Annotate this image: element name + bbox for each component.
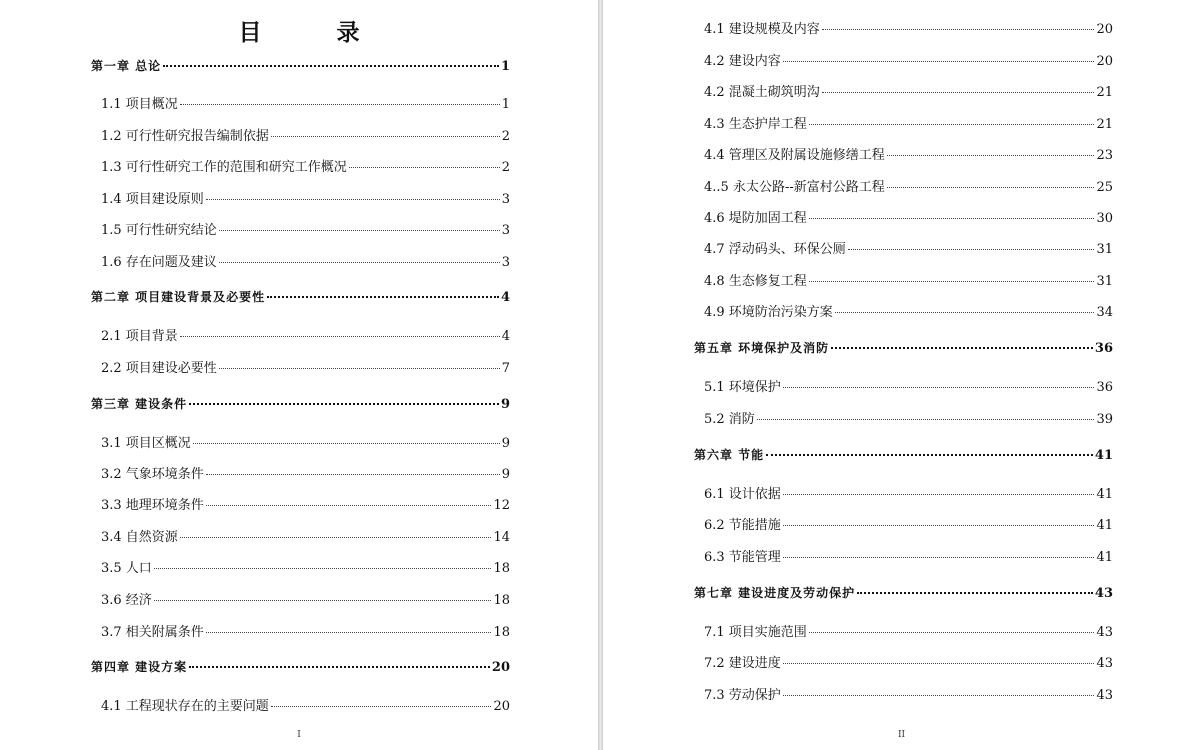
dot-leader bbox=[163, 64, 499, 67]
toc-entry-label: 第一章 总论 bbox=[91, 59, 162, 73]
toc-entry-label: 4.2 建设内容 bbox=[704, 54, 781, 69]
dot-leader bbox=[206, 473, 500, 475]
toc-section-entry[interactable] bbox=[704, 270, 1113, 290]
toc-entry-page: 20 bbox=[1096, 22, 1113, 37]
toc-section-entry[interactable] bbox=[704, 238, 1113, 258]
toc-entry-page: 1 bbox=[501, 97, 510, 112]
toc-section-entry[interactable] bbox=[101, 357, 510, 377]
toc-entry-page: 21 bbox=[1096, 117, 1113, 132]
toc-entry-label: 6.1 设计依据 bbox=[704, 487, 781, 502]
toc-entry-label: 4..5 永太公路--新富村公路工程 bbox=[704, 180, 885, 195]
toc-entry-label: 3.2 气象环境条件 bbox=[101, 467, 204, 482]
toc-section-entry[interactable] bbox=[704, 207, 1113, 227]
dot-leader bbox=[783, 694, 1095, 696]
dot-leader bbox=[822, 28, 1095, 30]
toc-chapter-entry[interactable] bbox=[694, 339, 1113, 359]
toc-section-entry[interactable] bbox=[101, 219, 510, 239]
toc-entry-page: 31 bbox=[1096, 242, 1113, 257]
dot-leader bbox=[271, 705, 492, 707]
toc-section-entry[interactable] bbox=[704, 113, 1113, 133]
toc-entry-label: 4.4 管理区及附属设施修缮工程 bbox=[704, 148, 885, 163]
toc-section-entry[interactable] bbox=[101, 463, 510, 483]
toc-entry-label: 6.2 节能措施 bbox=[704, 518, 781, 533]
toc-entry-page: 43 bbox=[1094, 586, 1113, 601]
dot-leader bbox=[783, 556, 1095, 558]
toc-entry-label: 1.6 存在问题及建议 bbox=[101, 255, 217, 270]
dot-leader bbox=[809, 280, 1095, 282]
dot-leader bbox=[783, 60, 1095, 62]
dot-leader bbox=[835, 311, 1095, 313]
toc-entry-page: 4 bbox=[500, 290, 510, 305]
toc-title: 目 录 bbox=[238, 19, 386, 46]
toc-entry-label: 4.1 建设规模及内容 bbox=[704, 22, 820, 37]
toc-chapter-entry[interactable] bbox=[91, 57, 510, 77]
dot-leader bbox=[180, 536, 492, 538]
toc-chapter-entry[interactable] bbox=[91, 395, 510, 415]
dot-leader bbox=[783, 662, 1095, 664]
toc-section-entry[interactable] bbox=[101, 125, 510, 145]
toc-entry-page: 43 bbox=[1096, 625, 1113, 640]
toc-entry-label: 1.5 可行性研究结论 bbox=[101, 223, 217, 238]
toc-entry-label: 4.8 生态修复工程 bbox=[704, 274, 807, 289]
dot-leader bbox=[206, 504, 492, 506]
toc-entry-label: 6.3 节能管理 bbox=[704, 550, 781, 565]
dot-leader bbox=[857, 591, 1093, 594]
toc-entry-page: 41 bbox=[1096, 487, 1113, 502]
toc-section-entry[interactable] bbox=[101, 557, 510, 577]
dot-leader bbox=[271, 135, 500, 137]
toc-entry-page: 25 bbox=[1096, 180, 1113, 195]
toc-entry-label: 1.1 项目概况 bbox=[101, 97, 178, 112]
left-page-number: I bbox=[297, 730, 301, 740]
toc-section-entry[interactable] bbox=[704, 514, 1113, 534]
toc-section-entry[interactable] bbox=[101, 188, 510, 208]
toc-entry-page: 9 bbox=[501, 467, 510, 482]
dot-leader bbox=[206, 631, 492, 633]
toc-entry-label: 4.9 环境防治污染方案 bbox=[704, 305, 833, 320]
toc-section-entry[interactable] bbox=[101, 432, 510, 452]
toc-entry-page: 20 bbox=[1096, 54, 1113, 69]
toc-entry-page: 4 bbox=[501, 329, 510, 344]
toc-chapter-entry[interactable] bbox=[694, 446, 1113, 466]
toc-entry-page: 43 bbox=[1096, 688, 1113, 703]
toc-entry-label: 5.2 消防 bbox=[704, 412, 755, 427]
toc-entry-label: 2.2 项目建设必要性 bbox=[101, 361, 217, 376]
toc-entry-page: 9 bbox=[500, 397, 510, 412]
toc-entry-page: 36 bbox=[1096, 380, 1113, 395]
toc-entry-label: 7.3 劳动保护 bbox=[704, 688, 781, 703]
toc-entry-page: 20 bbox=[491, 660, 510, 675]
right-page-number: II bbox=[897, 730, 906, 740]
toc-entry-label: 3.5 人口 bbox=[101, 561, 152, 576]
toc-entry-page: 3 bbox=[501, 223, 510, 238]
toc-section-entry[interactable] bbox=[101, 695, 510, 715]
dot-leader bbox=[783, 524, 1095, 526]
toc-entry-label: 1.3 可行性研究工作的范围和研究工作概况 bbox=[101, 160, 347, 175]
toc-section-entry[interactable] bbox=[704, 652, 1113, 672]
dot-leader bbox=[219, 261, 500, 263]
dot-leader bbox=[154, 567, 492, 569]
toc-entry-page: 3 bbox=[501, 192, 510, 207]
toc-chapter-entry[interactable] bbox=[694, 584, 1113, 604]
dot-leader bbox=[206, 198, 500, 200]
toc-section-entry[interactable] bbox=[101, 93, 510, 113]
toc-section-entry[interactable] bbox=[704, 684, 1113, 704]
toc-entry-label: 3.7 相关附属条件 bbox=[101, 625, 204, 640]
toc-entry-page: 30 bbox=[1096, 211, 1113, 226]
dot-leader bbox=[831, 346, 1093, 349]
toc-entry-page: 20 bbox=[493, 699, 510, 714]
toc-entry-label: 3.1 项目区概况 bbox=[101, 436, 191, 451]
toc-section-entry[interactable] bbox=[101, 325, 510, 345]
toc-entry-page: 41 bbox=[1094, 448, 1113, 463]
toc-section-entry[interactable] bbox=[704, 81, 1113, 101]
toc-entry-page: 36 bbox=[1094, 341, 1113, 356]
dot-leader bbox=[349, 166, 500, 168]
toc-entry-page: 2 bbox=[501, 129, 510, 144]
toc-section-entry[interactable] bbox=[704, 176, 1113, 196]
toc-entry-page: 1 bbox=[500, 59, 510, 74]
toc-section-entry[interactable] bbox=[704, 376, 1113, 396]
dot-leader bbox=[180, 103, 500, 105]
toc-entry-label: 4.1 工程现状存在的主要问题 bbox=[101, 699, 269, 714]
toc-entry-label: 第五章 环境保护及消防 bbox=[694, 341, 830, 355]
toc-chapter-entry[interactable] bbox=[91, 288, 510, 308]
toc-section-entry[interactable] bbox=[704, 50, 1113, 70]
toc-entry-page: 34 bbox=[1096, 305, 1113, 320]
dot-leader bbox=[757, 418, 1095, 420]
toc-section-entry[interactable] bbox=[101, 251, 510, 271]
dot-leader bbox=[189, 402, 499, 405]
toc-entry-label: 4.7 浮动码头、环保公厕 bbox=[704, 242, 846, 257]
toc-entry-page: 18 bbox=[493, 561, 510, 576]
dot-leader bbox=[766, 453, 1093, 456]
toc-entry-label: 第三章 建设条件 bbox=[91, 397, 188, 411]
toc-entry-page: 14 bbox=[493, 530, 510, 545]
left-page bbox=[0, 0, 598, 750]
dot-leader bbox=[154, 599, 492, 601]
toc-entry-page: 18 bbox=[493, 625, 510, 640]
toc-entry-label: 1.2 可行性研究报告编制依据 bbox=[101, 129, 269, 144]
toc-entry-page: 23 bbox=[1096, 148, 1113, 163]
toc-entry-label: 7.1 项目实施范围 bbox=[704, 625, 807, 640]
toc-entry-page: 7 bbox=[501, 361, 510, 376]
toc-section-entry[interactable] bbox=[101, 156, 510, 176]
toc-entry-label: 2.1 项目背景 bbox=[101, 329, 178, 344]
toc-section-entry[interactable] bbox=[704, 621, 1113, 641]
toc-entry-label: 3.6 经济 bbox=[101, 593, 152, 608]
dot-leader bbox=[809, 217, 1095, 219]
toc-entry-page: 41 bbox=[1096, 518, 1113, 533]
toc-section-entry[interactable] bbox=[101, 621, 510, 641]
toc-entry-label: 4.6 堤防加固工程 bbox=[704, 211, 807, 226]
toc-entry-page: 9 bbox=[501, 436, 510, 451]
toc-entry-page: 41 bbox=[1096, 550, 1113, 565]
toc-entry-label: 第四章 建设方案 bbox=[91, 660, 188, 674]
toc-section-entry[interactable] bbox=[101, 494, 510, 514]
toc-entry-label: 4.2 混凝土砌筑明沟 bbox=[704, 85, 820, 100]
toc-section-entry[interactable] bbox=[704, 301, 1113, 321]
dot-leader bbox=[809, 631, 1095, 633]
dot-leader bbox=[887, 186, 1095, 188]
toc-section-entry[interactable] bbox=[704, 18, 1113, 38]
toc-entry-page: 2 bbox=[501, 160, 510, 175]
toc-entry-page: 3 bbox=[501, 255, 510, 270]
toc-entry-label: 3.3 地理环境条件 bbox=[101, 498, 204, 513]
dot-leader bbox=[219, 229, 500, 231]
toc-section-entry[interactable] bbox=[704, 408, 1113, 428]
toc-section-entry[interactable] bbox=[101, 526, 510, 546]
toc-entry-label: 3.4 自然资源 bbox=[101, 530, 178, 545]
toc-entry-page: 21 bbox=[1096, 85, 1113, 100]
toc-entry-label: 第二章 项目建设背景及必要性 bbox=[91, 290, 266, 304]
toc-entry-label: 7.2 建设进度 bbox=[704, 656, 781, 671]
toc-entry-page: 18 bbox=[493, 593, 510, 608]
toc-entry-page: 39 bbox=[1096, 412, 1113, 427]
dot-leader bbox=[809, 123, 1095, 125]
toc-entry-page: 31 bbox=[1096, 274, 1113, 289]
dot-leader bbox=[822, 91, 1095, 93]
dot-leader bbox=[193, 442, 500, 444]
dot-leader bbox=[783, 386, 1095, 388]
toc-entry-label: 5.1 环境保护 bbox=[704, 380, 781, 395]
dot-leader bbox=[180, 335, 500, 337]
toc-section-entry[interactable] bbox=[704, 546, 1113, 566]
dot-leader bbox=[848, 248, 1095, 250]
toc-section-entry[interactable] bbox=[704, 483, 1113, 503]
right-page bbox=[603, 0, 1200, 750]
toc-entry-page: 12 bbox=[493, 498, 510, 513]
toc-section-entry[interactable] bbox=[101, 589, 510, 609]
dot-leader bbox=[189, 665, 490, 668]
dot-leader bbox=[887, 154, 1095, 156]
toc-section-entry[interactable] bbox=[704, 144, 1113, 164]
toc-entry-label: 4.3 生态护岸工程 bbox=[704, 117, 807, 132]
toc-entry-label: 第七章 建设进度及劳动保护 bbox=[694, 586, 856, 600]
toc-chapter-entry[interactable] bbox=[91, 658, 510, 678]
dot-leader bbox=[267, 295, 499, 298]
toc-entry-label: 第六章 节能 bbox=[694, 448, 765, 462]
dot-leader bbox=[219, 367, 500, 369]
toc-entry-page: 43 bbox=[1096, 656, 1113, 671]
toc-entry-label: 1.4 项目建设原则 bbox=[101, 192, 204, 207]
dot-leader bbox=[783, 493, 1095, 495]
